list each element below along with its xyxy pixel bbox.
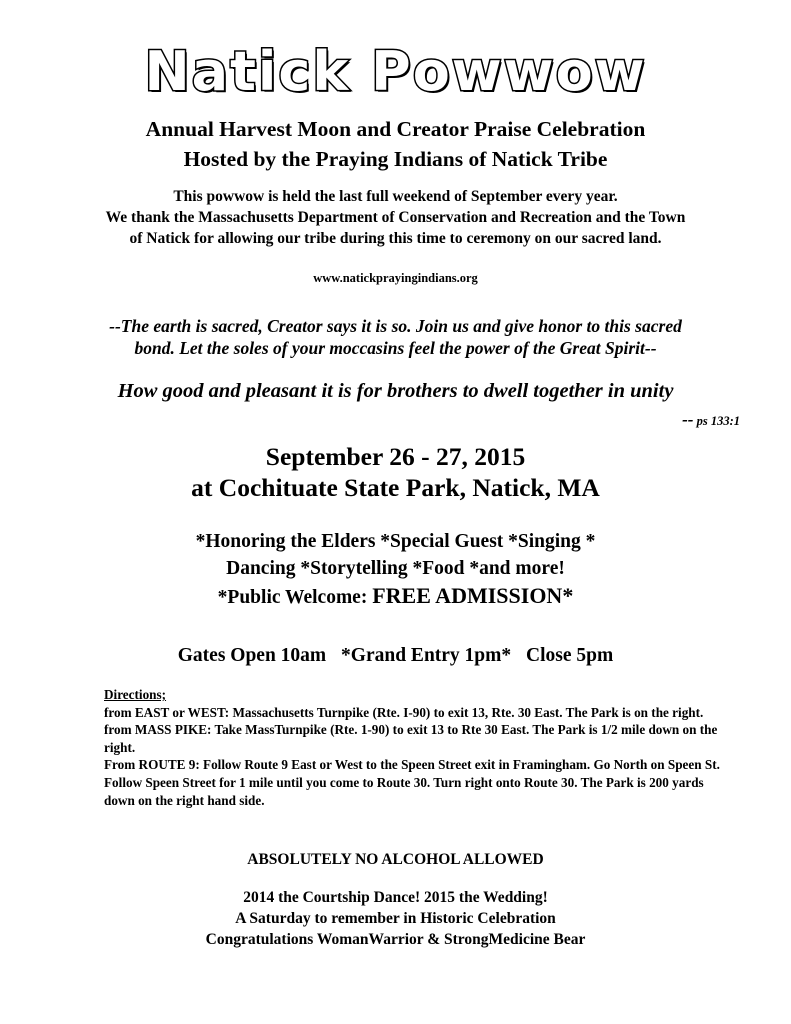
- intro-line-2: We thank the Massachusetts Department of Conservation and Recreation and the Town: [105, 209, 686, 226]
- psalm-reference-text: ps 133:1: [696, 414, 740, 428]
- directions-block: [104, 686, 724, 809]
- psalm-dash: --: [682, 410, 694, 429]
- intro-line-3: of Natick for allowing our tribe during this time to ceremony on our sacred land.: [129, 230, 662, 247]
- gates-open: Gates Open 10am: [177, 645, 327, 666]
- subtitle-line-1: Annual Harvest Moon and Creator Praise Celebration: [145, 117, 646, 141]
- highlights-line-1: *Honoring the Elders *Special Guest *Singing *: [195, 531, 596, 552]
- psalm-text: How good and pleasant it is for brothers to dwell together in unity: [117, 380, 674, 402]
- quote-line-2: bond. Let the soles of your moccasins feel the power of the Great Spirit--: [134, 338, 657, 358]
- public-welcome-label: *Public Welcome:: [217, 587, 373, 608]
- schedule-line: [0, 644, 791, 668]
- directions-route-9: From ROUTE 9: Follow Route 9 East or West to the Speen Street exit in Framingham. Go North on Speen St. Follow Speen Street for 1 mile until you come to Route 30. Turn right onto Route 30. The Park is 200 yards down on the right hand side.: [104, 757, 720, 808]
- directions-heading: Directions;: [104, 687, 167, 702]
- grand-entry: *Grand Entry 1pm*: [341, 645, 512, 666]
- website-link[interactable]: www.natickprayingindians.org: [313, 271, 478, 285]
- psalm-reference: [560, 410, 740, 430]
- page-title: Natick Powwow: [144, 40, 647, 103]
- directions-east-west: from EAST or WEST: Massachusetts Turnpike (Rte. I-90) to exit 13, Rte. 30 East. The Park is on the right.: [104, 704, 704, 720]
- subtitle-line-2: Hosted by the Praying Indians of Natick Tribe: [183, 147, 608, 171]
- event-location: at Cochituate State Park, Natick, MA: [191, 473, 600, 502]
- highlights-line-3: [0, 583, 791, 611]
- alcohol-notice: ABSOLUTELY NO ALCOHOL ALLOWED: [247, 851, 544, 868]
- intro-line-1: This powwow is held the last full weekend of September every year.: [173, 188, 618, 205]
- closing-line-1: 2014 the Courtship Dance! 2015 the Wedding!: [243, 889, 548, 906]
- closing-line-3: Congratulations WomanWarrior & StrongMedicine Bear: [205, 931, 586, 948]
- directions-mass-pike: from MASS PIKE: Take MassTurnpike (Rte. 1-90) to exit 13 to Rte 30 East. The Park is 1/2 mile down on the right.: [104, 722, 718, 755]
- event-date: September 26 - 27, 2015: [265, 442, 526, 471]
- free-admission-label: FREE ADMISSION*: [372, 583, 574, 608]
- close-time: Close 5pm: [526, 645, 614, 666]
- title-banner: [0, 40, 791, 104]
- closing-line-2: A Saturday to remember in Historic Celebration: [235, 910, 556, 927]
- quote-line-1: --The earth is sacred, Creator says it is so. Join us and give honor to this sacred: [109, 316, 682, 336]
- highlights-line-2: Dancing *Storytelling *Food *and more!: [226, 558, 565, 579]
